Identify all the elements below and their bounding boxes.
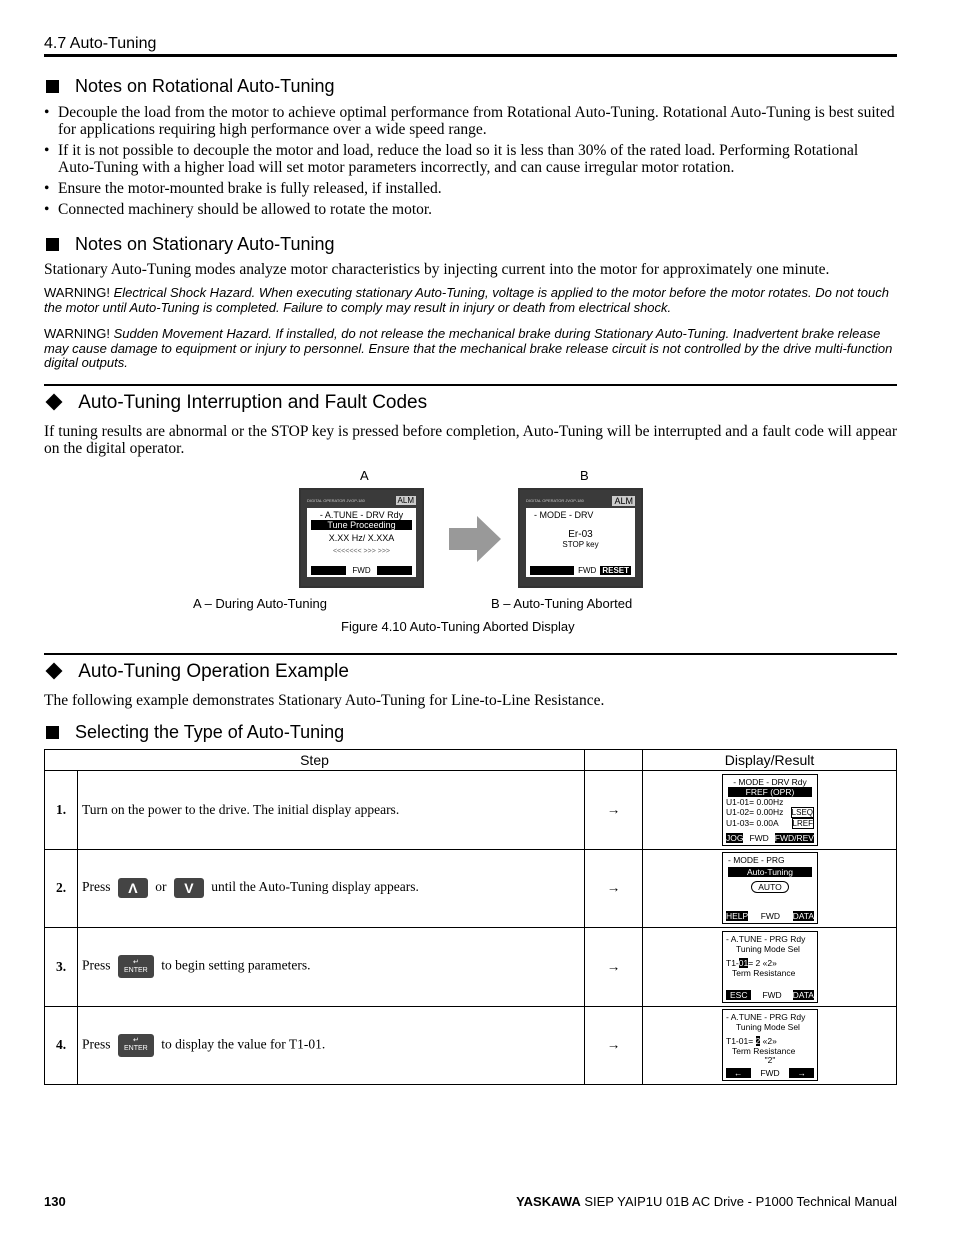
lcd-display (722, 774, 818, 846)
step-text: or (155, 879, 167, 895)
brand: YASKAWA (516, 1194, 581, 1209)
lcd-softkey: JOG (726, 832, 744, 843)
screen-line: FWD (578, 566, 597, 575)
table-row (45, 1006, 897, 1085)
stationary-para: Stationary Auto-Tuning modes analyze motor characteristics by injecting current into the motor for approximately one minute. (44, 261, 830, 278)
alm-indicator: ALM (397, 496, 414, 505)
lcd-line: Term Resistance (732, 1046, 796, 1057)
right-arrow-icon: → (585, 1006, 643, 1085)
screen-line: FWD (346, 566, 376, 575)
diamond-bullet-icon (46, 394, 63, 411)
lseq-indicator: LSEQ (791, 807, 813, 817)
right-arrow-icon: → (585, 928, 643, 1007)
figure-caption: Figure 4.10 Auto-Tuning Aborted Display (341, 619, 575, 634)
screen-line: - MODE - DRV (534, 510, 594, 520)
right-arrow-softkey: → (789, 1068, 814, 1078)
table-header-row (45, 750, 897, 771)
panel-screen (307, 508, 416, 577)
list-item: • Decouple the load from the motor to achieve optimal performance from Rotational Auto-Tuning. Rotational Auto-Tuning is best suited for applications requiring high performance over a wide speed range. (44, 104, 897, 138)
warning-text: Electrical Shock Hazard. When executing stationary Auto-Tuning, voltage is applied to the motor before the motor rotates. Do not touch the motor until Auto-Tuning is completed. Failure to comply may result in injury or death from electrical shock. (44, 285, 889, 315)
alm-indicator: ALM (614, 495, 633, 506)
section-header (44, 35, 897, 57)
lcd-display (722, 852, 818, 924)
right-arrow-icon: → (585, 849, 643, 928)
selecting-title: Selecting the Type of Auto-Tuning (75, 722, 345, 742)
col-header-step: Step (45, 750, 585, 771)
screen-line: X.XX Hz/ X.XXA (328, 533, 395, 543)
operation-title: Auto-Tuning Operation Example (78, 661, 349, 682)
lcd-cursor: 01 (738, 957, 749, 968)
step-text: to display the value for T1-01. (161, 1036, 326, 1052)
list-item: • Ensure the motor-mounted brake is fully released, if installed. (44, 180, 897, 197)
table-row (45, 771, 897, 850)
caption-b: B – Auto-Tuning Aborted (491, 596, 633, 611)
lcd-softkey: DATA (792, 911, 814, 922)
table-row (45, 928, 897, 1007)
warning-label: WARNING! (44, 285, 110, 300)
wrench-auto-icon: AUTO (751, 881, 788, 893)
square-bullet-icon (46, 726, 59, 739)
left-arrow-softkey: ← (726, 1068, 751, 1078)
reset-key-label: RESET (602, 566, 629, 575)
table-row (45, 849, 897, 928)
step-text: to begin setting parameters. (161, 957, 311, 973)
screen-line: Tune Proceeding (311, 520, 412, 530)
step-number: 3. (45, 928, 78, 1007)
lcd-line: «2» (762, 1036, 777, 1047)
up-arrow-key-icon: Λ (118, 878, 148, 898)
section-title: 4.7 Auto-Tuning (44, 35, 157, 52)
screen-line: STOP key (562, 540, 599, 549)
lref-indicator: LREF (792, 818, 813, 828)
rotational-heading (44, 76, 335, 97)
lcd-cursor: 2 (755, 1036, 761, 1047)
right-arrow-icon: → (585, 771, 643, 850)
manual-title-text: SIEP YAIP1U 01B AC Drive - P1000 Technical Manual (584, 1194, 897, 1209)
list-item: • Connected machinery should be allowed to rotate the motor. (44, 201, 897, 218)
lcd-line: FWD (760, 1068, 780, 1079)
panel-screen (526, 508, 635, 577)
operator-panel-b (518, 488, 643, 588)
rotational-title: Notes on Rotational Auto-Tuning (75, 76, 335, 96)
warning-text: Sudden Movement Hazard. If installed, do not release the mechanical brake during Stationary Auto-Tuning. Inadvertent brake release may cause damage to equipment or injury to personnel. Ensure that the mechanical brake release circuit is not controlled by the drive multi-function digital outputs. (44, 326, 893, 370)
manual-title (516, 1194, 897, 1209)
step-text: Press (82, 879, 111, 895)
lcd-line: = 2 «2» (748, 957, 777, 968)
lcd-softkey: ESC (726, 990, 751, 1000)
caption-a: A – During Auto-Tuning (193, 596, 327, 611)
lcd-line: - A.TUNE - PRG Rdy (726, 1012, 806, 1023)
transition-arrow-icon (449, 516, 501, 562)
stationary-heading (44, 234, 335, 255)
lcd-softkey: DATA (792, 989, 814, 1000)
operation-heading (44, 653, 897, 683)
square-bullet-icon (46, 238, 59, 251)
page-footer (44, 1194, 897, 1209)
lcd-softkey: FWD/REV (774, 832, 814, 843)
lcd-line: Auto-Tuning (728, 867, 812, 877)
stationary-title: Notes on Stationary Auto-Tuning (75, 234, 335, 254)
figure-label-a: A (360, 468, 369, 483)
lcd-line: "2" (764, 1055, 776, 1066)
lcd-line: U1-03= 0.00A (726, 817, 779, 828)
warning-label: WARNING! (44, 326, 110, 341)
lcd-line: - MODE - PRG (728, 855, 785, 866)
lcd-line: U1-02= 0.00Hz (726, 806, 784, 817)
lcd-line: FWD (749, 832, 769, 843)
down-arrow-key-icon: V (174, 878, 204, 898)
lcd-line: - MODE - DRV Rdy (733, 776, 807, 787)
operator-panel-a (299, 488, 424, 588)
rotational-notes (44, 104, 897, 222)
col-header-display: Display/Result (643, 750, 897, 771)
lcd-softkey: HELP (726, 911, 749, 922)
lcd-line: - A.TUNE - PRG Rdy (726, 933, 806, 944)
lcd-display (722, 1009, 818, 1081)
lcd-line: T1-01= (726, 1036, 754, 1047)
lcd-line: FREF (OPR) (728, 787, 812, 797)
enter-key-label: ENTER (124, 966, 148, 974)
steps-table (44, 749, 897, 1085)
step-number: 2. (45, 849, 78, 928)
step-text: Press (82, 1036, 111, 1052)
diamond-bullet-icon (46, 663, 63, 680)
step-text: Turn on the power to the drive. The initial display appears. (82, 801, 400, 817)
selecting-heading (44, 722, 344, 743)
step-text: until the Auto-Tuning display appears. (211, 879, 419, 895)
screen-line: <<<<<<< >>> >>> (332, 548, 391, 555)
interruption-para: If tuning results are abnormal or the STOP key is pressed before completion, Auto-Tuning will be interrupted and a fault code will appear on the digital operator. (44, 423, 898, 457)
list-item: • If it is not possible to decouple the motor and load, reduce the load so it is less than 30% of the rated load. Performing Rotational Auto-Tuning with a higher load will set motor parameters incorrectly, and can cause irregular motor rotation. (44, 142, 897, 176)
panel-brand: DIGITAL OPERATOR JVOP-180 (307, 498, 365, 503)
lcd-line: U1-01= 0.00Hz (726, 796, 784, 807)
figure-label-b: B (580, 468, 589, 483)
enter-key-label: ENTER (124, 1045, 148, 1053)
lcd-line: Tuning Mode Sel (736, 943, 800, 954)
step-number: 1. (45, 771, 78, 850)
lcd-line: Tuning Mode Sel (736, 1022, 800, 1033)
interruption-title: Auto-Tuning Interruption and Fault Codes (78, 392, 428, 413)
page-number: 130 (44, 1194, 66, 1209)
interruption-heading (44, 384, 897, 414)
step-number: 4. (45, 1006, 78, 1085)
screen-line: Er-03 (568, 529, 593, 540)
square-bullet-icon (46, 80, 59, 93)
lcd-line: Term Resistance (732, 967, 796, 978)
screen-line: - A.TUNE - DRV Rdy (319, 510, 404, 520)
lcd-line: FWD (762, 989, 782, 1000)
panel-brand: DIGITAL OPERATOR JVOP-180 (526, 498, 584, 503)
lcd-line: T1- (726, 957, 739, 968)
lcd-line: FWD (760, 911, 781, 922)
step-text: Press (82, 957, 111, 973)
warning-movement (44, 327, 897, 371)
lcd-display (722, 931, 818, 1003)
enter-key-icon: ↵ ENTER (118, 1034, 154, 1057)
warning-electrical (44, 286, 897, 315)
enter-key-icon: ↵ ENTER (118, 955, 154, 978)
operation-para: The following example demonstrates Stationary Auto-Tuning for Line-to-Line Resistance. (44, 692, 605, 709)
